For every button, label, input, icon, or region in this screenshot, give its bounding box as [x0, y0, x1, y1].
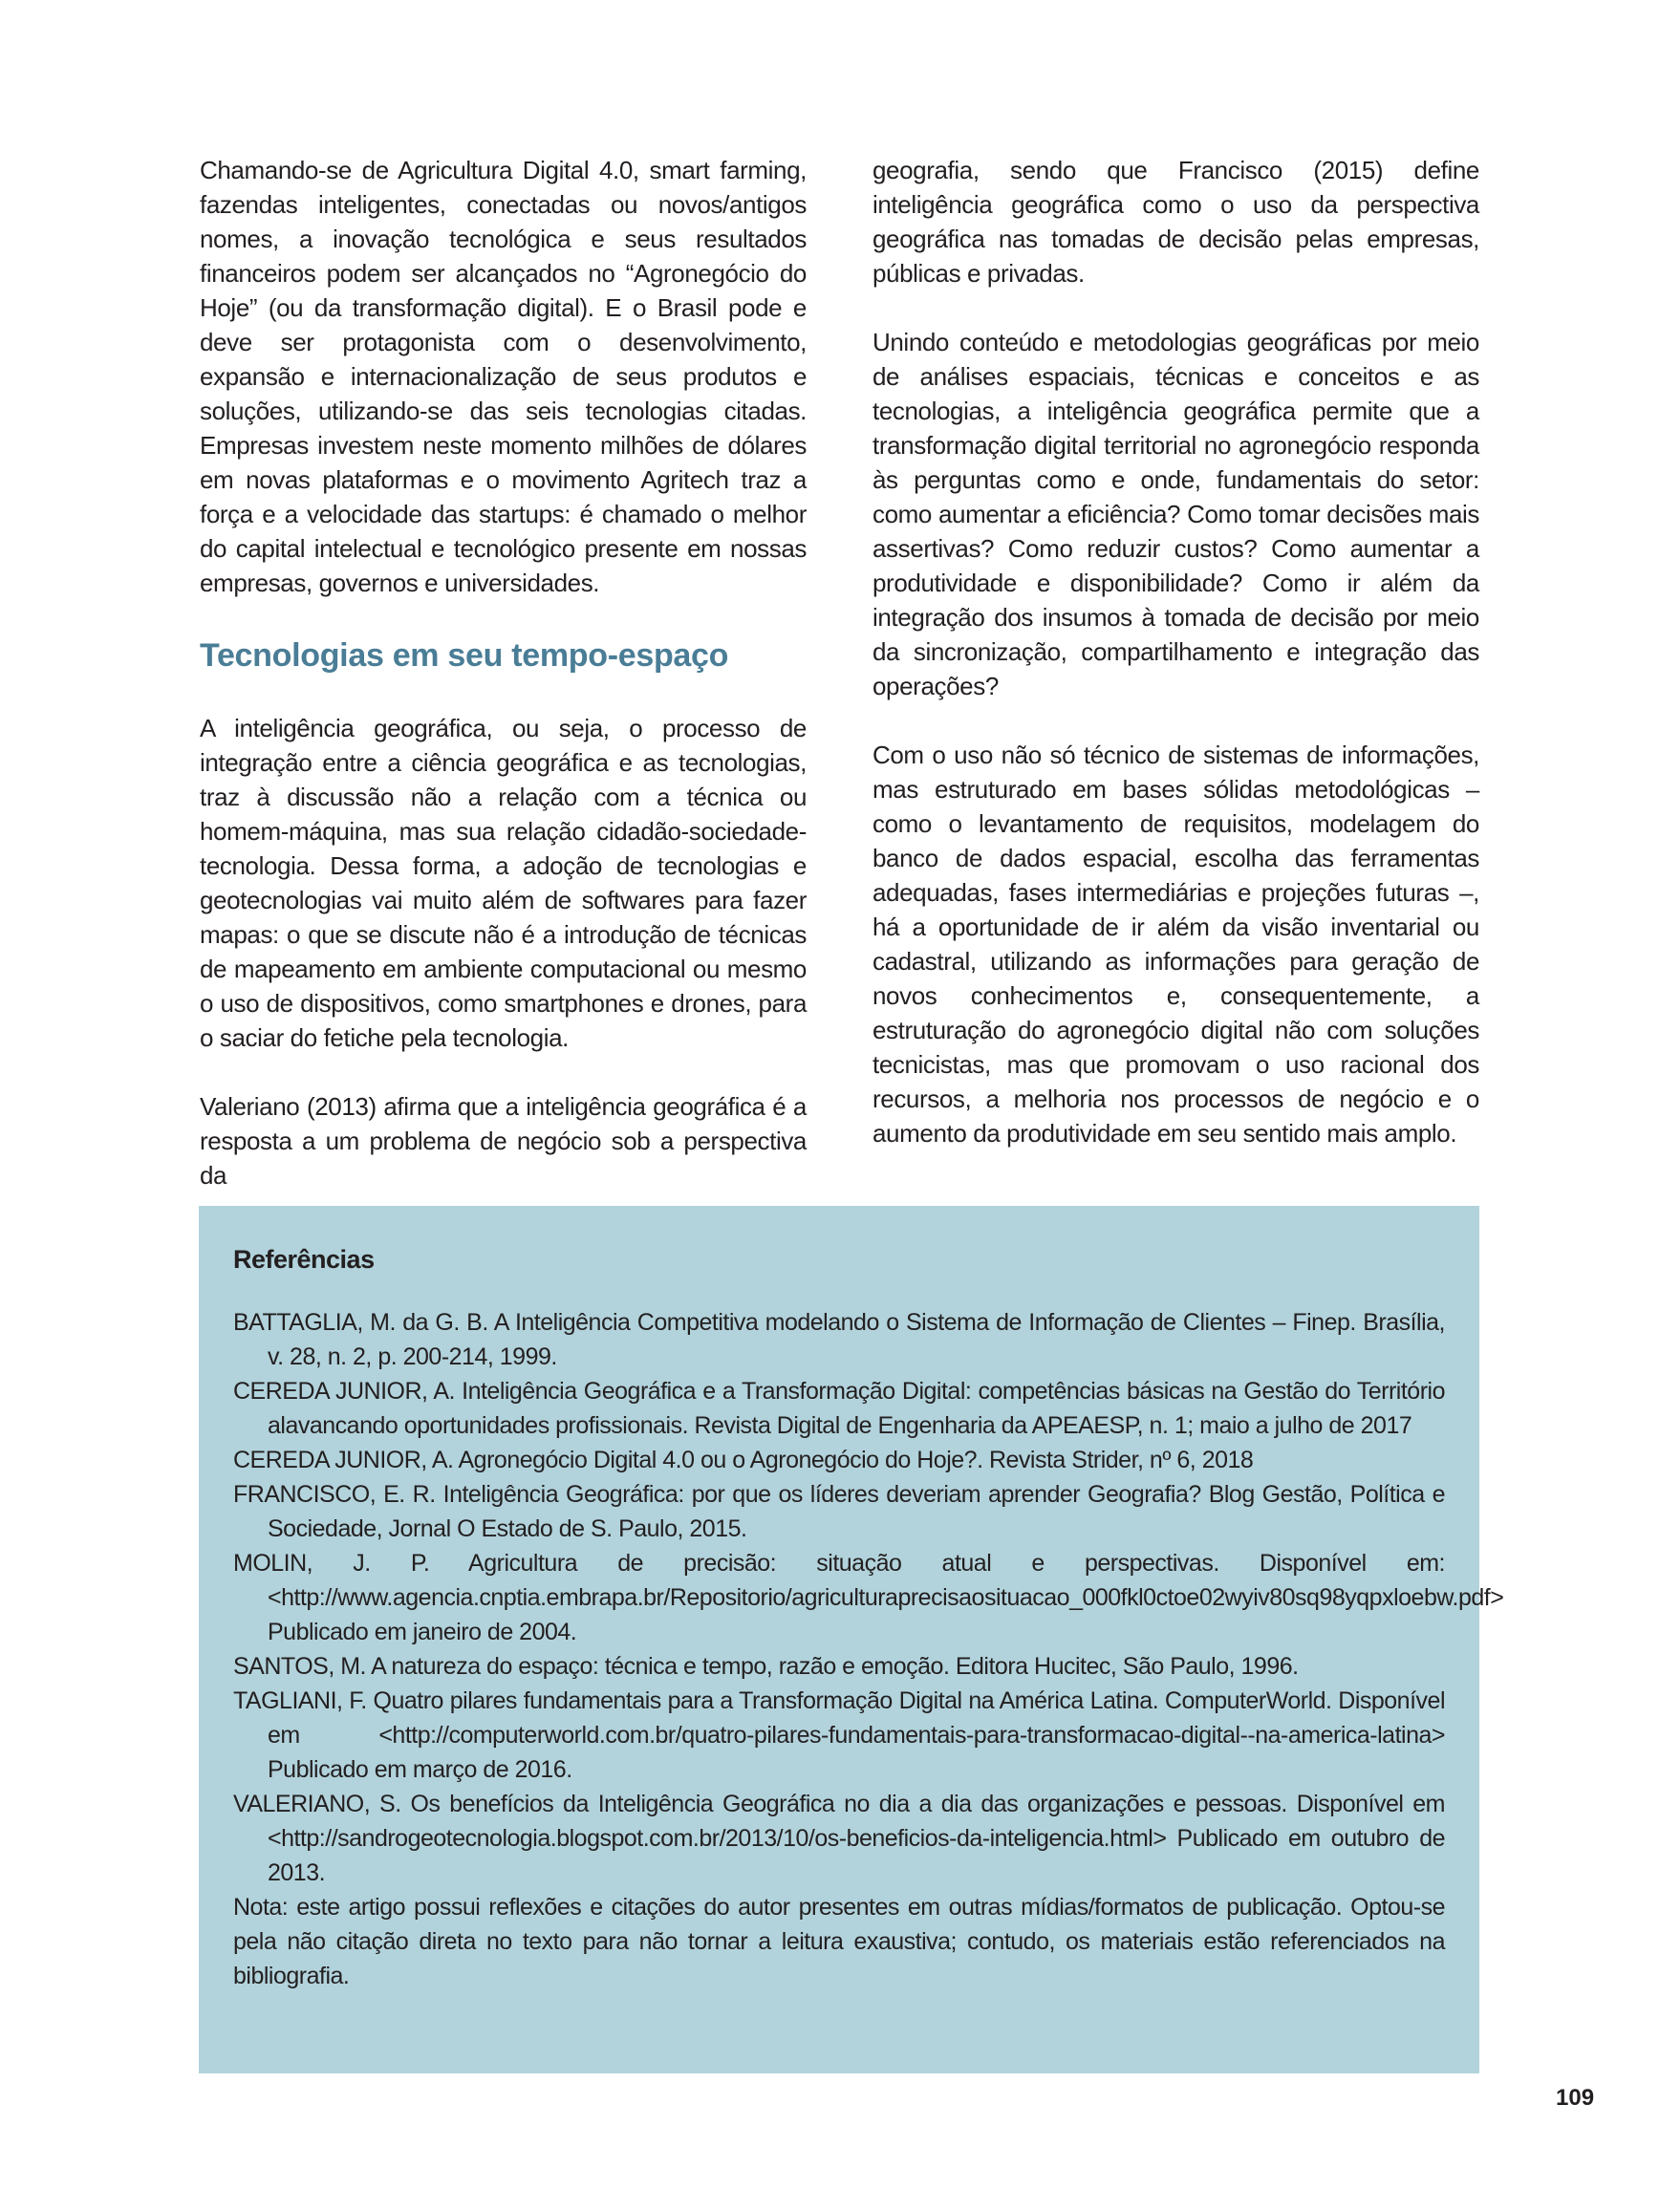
reference-item: FRANCISCO, E. R. Inteligência Geográfica: por que os líderes deveriam aprender Geografia? Blog Gestão, Política e Sociedade, Jornal O Estado de S. Paulo, 2015.: [233, 1481, 1445, 1542]
references-title: Referências: [233, 1245, 375, 1274]
reference-item: MOLIN, J. P. Agricultura de precisão: situação atual e perspectivas. Disponível em: <http://www.agencia.cnptia.embrapa.br/Repositorio/agriculturaprecisaosituacao_000fkl0ctoe02wyiv80sq98yqpxloebw.pdf> Publicado em janeiro de 2004.: [233, 1550, 1504, 1645]
section-heading: Tecnologias em seu tempo-espaço: [200, 637, 729, 674]
reference-item: CEREDA JUNIOR, A. Agronegócio Digital 4.0 ou o Agronegócio do Hoje?. Revista Strider, nº 6, 2018: [233, 1447, 1254, 1473]
reference-item: VALERIANO, S. Os benefícios da Inteligência Geográfica no dia a dia das organizações e pessoas. Disponível em <http://sandrogeotecnologia.blogspot.com.br/2013/10/os-beneficios-da-inteligencia.html> Publicado em outubro de 2013.: [233, 1791, 1445, 1886]
page-number: 109: [1556, 2085, 1595, 2111]
body-paragraph: A inteligência geográfica, ou seja, o processo de integração entre a ciência geográfica e as tecnologias, traz à discussão não a relação com a técnica ou homem-máquina, mas sua relação cidadão-sociedade-tecnologia. Dessa forma, a adoção de tecnologias e geotecnologias vai muito além de softwares para fazer mapas: o que se discute não é a introdução de técnicas de mapeamento em ambiente computacional ou mesmo o uso de dispositivos, como smartphones e drones, para o saciar do fetiche pela tecnologia.: [200, 714, 807, 1052]
body-paragraph: Chamando-se de Agricultura Digital 4.0, smart farming, fazendas inteligentes, conectadas ou novos/antigos nomes, a inovação tecnológica e seus resultados financeiros podem ser alcançados no “Agronegócio do Hoje” (ou da transformação digital). E o Brasil pode e deve ser protagonista com o desenvolvimento, expansão e internacionalização de seus produtos e soluções, utilizando-se das seis tecnologias citadas. Empresas investem neste momento milhões de dólares em novas plataformas e o movimento Agritech traz a força e a velocidade das startups: é chamado o melhor do capital intelectual e tecnológico presente em nossas empresas, governos e universidades.: [200, 156, 807, 597]
references-note: Nota: este artigo possui reflexões e citações do autor presentes em outras mídias/formatos de publicação. Optou-se pela não citação direta no texto para não tornar a leitura exaustiva; contudo, os materiais estão referenciados na bibliografia.: [233, 1894, 1445, 1989]
references-box: [199, 1206, 1504, 2073]
reference-item: TAGLIANI, F. Quatro pilares fundamentais para a Transformação Digital na América Latina. ComputerWorld. Disponível em <http://computerworld.com.br/quatro-pilares-fundamentais-para-transformacao-digital--na-america-latina> Publicado em março de 2016.: [233, 1687, 1445, 1783]
left-column: [200, 153, 807, 1192]
reference-item: CEREDA JUNIOR, A. Inteligência Geográfica e a Transformação Digital: competências básicas na Gestão do Território alavancando oportunidades profissionais. Revista Digital de Engenharia da APEAESP, n. 1; maio a julho de 2017: [233, 1378, 1445, 1439]
body-paragraph: geografia, sendo que Francisco (2015) define inteligência geográfica como o uso da perspectiva geográfica nas tomadas de decisão pelas empresas, públicas e privadas.: [873, 156, 1479, 288]
reference-item: BATTAGLIA, M. da G. B. A Inteligência Competitiva modelando o Sistema de Informação de Clientes – Finep. Brasília, v. 28, n. 2, p. 200-214, 1999.: [233, 1309, 1445, 1370]
right-column: [873, 153, 1479, 1150]
body-paragraph: Valeriano (2013) afirma que a inteligência geográfica é a resposta a um problema de negócio sob a perspectiva da: [200, 1092, 807, 1190]
body-paragraph: Com o uso não só técnico de sistemas de informações, mas estruturado em bases sólidas metodológicas – como o levantamento de requisitos, modelagem do banco de dados espacial, escolha das ferramentas adequadas, fases intermediárias e projeções futuras –, há a oportunidade de ir além da visão inventarial ou cadastral, utilizando as informações para geração de novos conhecimentos e, consequentemente, a estruturação do agronegócio digital não com soluções tecnicistas, mas que promovam o uso racional dos recursos, a melhoria nos processos de negócio e o aumento da produtividade em seu sentido mais amplo.: [873, 741, 1479, 1148]
body-paragraph: Unindo conteúdo e metodologias geográficas por meio de análises espaciais, técnicas e conceitos e as tecnologias, a inteligência geográfica permite que a transformação digital territorial no agronegócio responda às perguntas como e onde, fundamentais do setor: como aumentar a eficiência? Como tomar decisões mais assertivas? Como reduzir custos? Como aumentar a produtividade e disponibilidade? Como ir além da integração dos insumos à tomada de decisão por meio da sincronização, compartilhamento e integração das operações?: [873, 328, 1479, 700]
reference-item: SANTOS, M. A natureza do espaço: técnica e tempo, razão e emoção. Editora Hucitec, São Paulo, 1996.: [233, 1653, 1299, 1680]
